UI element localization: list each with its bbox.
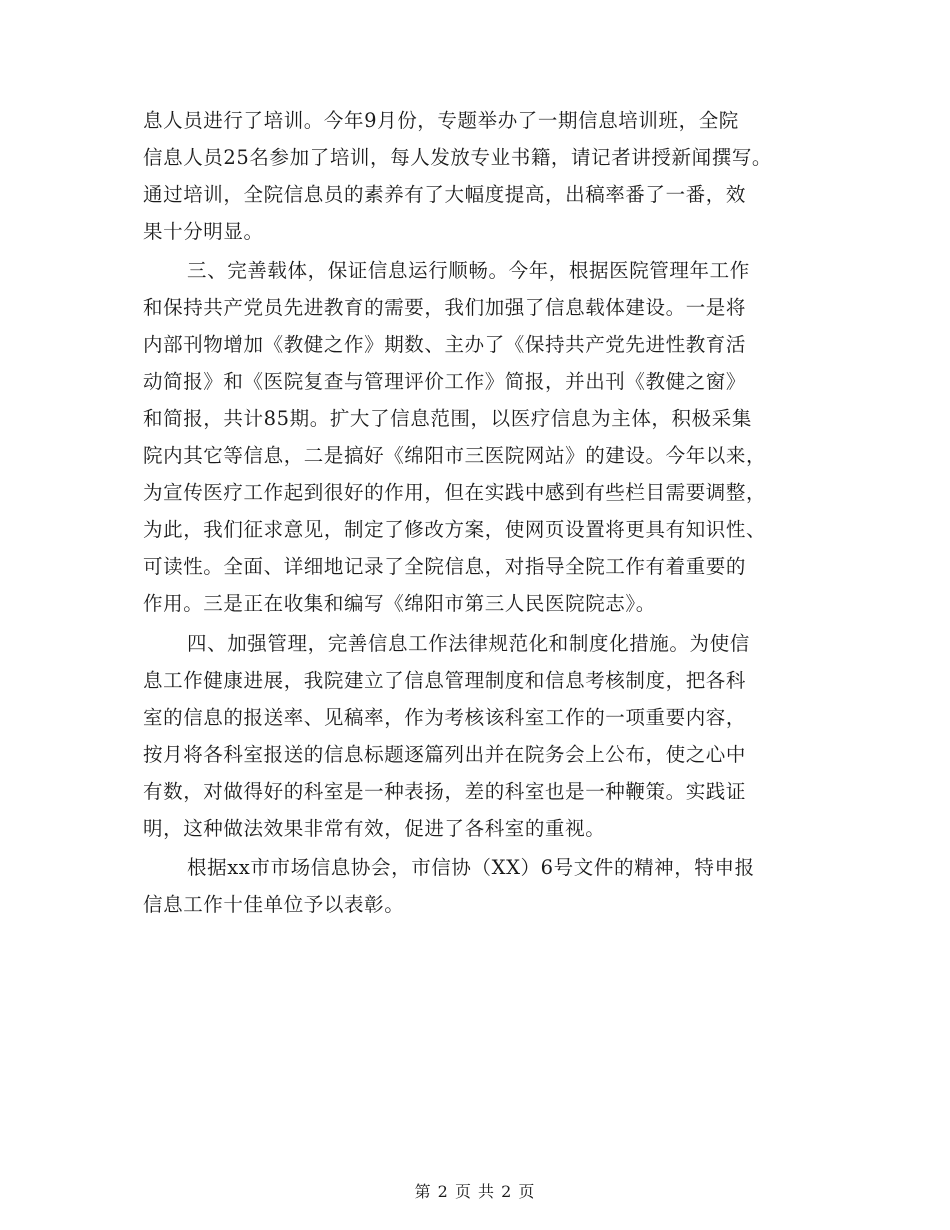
body-text-line: 内部刊物增加《教健之作》期数、主办了《保持共产党先进性教育活	[143, 333, 747, 356]
body-text-line: 动简报》和《医院复查与管理评价工作》简报，并出刊《教健之窗》	[143, 370, 747, 393]
body-text-line: 按月将各科室报送的信息标题逐篇列出并在院务会上公布，使之心中	[143, 743, 747, 766]
body-text-line: 和保持共产党员先进教育的需要，我们加强了信息载体建设。一是将	[143, 296, 747, 319]
closing-paragraph-line: 根据xx市市场信息协会，市信协（XX）6号文件的精神，特申报	[187, 856, 755, 879]
body-text-line: 明，这种做法效果非常有效，促进了各科室的重视。	[143, 817, 606, 840]
body-text-line: 作用。三是正在收集和编写《绵阳市第三人民医院院志》。	[143, 592, 656, 615]
body-text-line: 信息工作十佳单位予以表彰。	[143, 893, 405, 916]
body-text-line: 可读性。全面、详细地记录了全院信息，对指导全院工作有着重要的	[143, 555, 747, 578]
body-text-line: 息工作健康进展，我院建立了信息管理制度和信息考核制度，把各科	[143, 669, 747, 692]
body-text-line: 室的信息的报送率、见稿率，作为考核该科室工作的一项重要内容，	[143, 706, 747, 729]
body-text-line: 息人员进行了培训。今年9月份，专题举办了一期信息培训班，全院	[143, 109, 739, 132]
paragraph-heading-line: 四、加强管理，完善信息工作法律规范化和制度化措施。为使信	[187, 632, 750, 655]
body-text-line: 通过培训，全院信息员的素养有了大幅度提高，出稿率番了一番，效	[143, 183, 747, 206]
paragraph-heading-line: 三、完善载体，保证信息运行顺畅。今年，根据医院管理年工作	[187, 259, 750, 282]
body-text-line: 有数，对做得好的科室是一种表扬，差的科室也是一种鞭策。实践证	[143, 780, 747, 803]
body-text-line: 果十分明显。	[143, 220, 264, 243]
body-text-line: 院内其它等信息，二是搞好《绵阳市三医院网站》的建设。今年以来，	[143, 444, 767, 467]
body-text-line: 信息人员25名参加了培训，每人发放专业书籍，请记者讲授新闻撰写。	[143, 146, 773, 169]
body-text-line: 和简报，共计85期。扩大了信息范围，以医疗信息为主体，积极采集	[143, 407, 752, 430]
body-text-line: 为此，我们征求意见，制定了修改方案，使网页设置将更具有知识性、	[143, 518, 767, 541]
body-text-line: 为宣传医疗工作起到很好的作用，但在实践中感到有些栏目需要调整，	[143, 481, 767, 504]
page-number-footer: 第 2 页 共 2 页	[414, 1182, 536, 1201]
